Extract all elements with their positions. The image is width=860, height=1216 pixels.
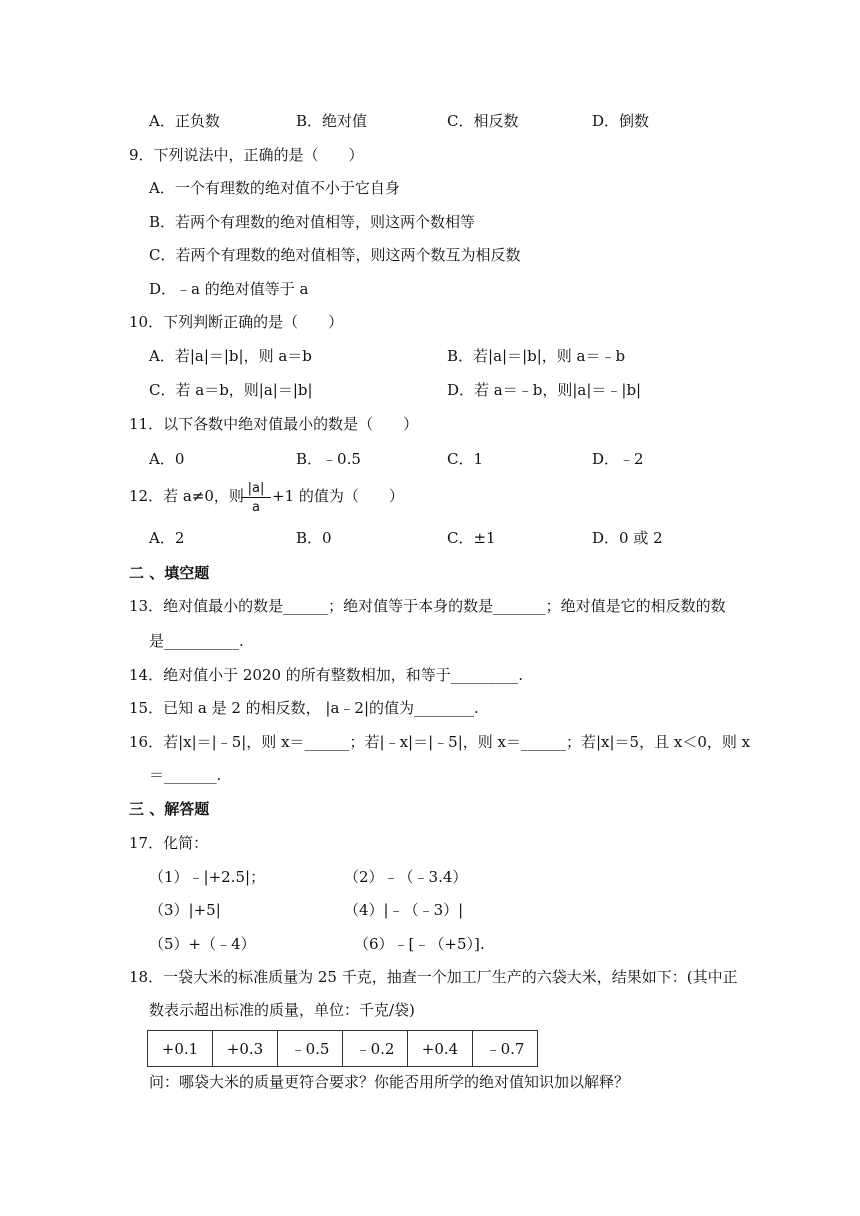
table-cell: +0.4	[408, 1031, 473, 1067]
q11-stem: 11．以下各数中绝对值最小的数是（ ）	[129, 415, 419, 433]
q11-option-d: D．﹣2	[592, 450, 644, 468]
q8-option-b: B．绝对值	[296, 112, 368, 130]
q8-option-d: D．倒数	[592, 112, 650, 130]
q8-option-c: C．相反数	[447, 112, 519, 130]
q17-item-5: （5）+（﹣4）	[149, 935, 256, 953]
q9-option-a: A．一个有理数的绝对值不小于它自身	[149, 179, 400, 197]
q18-line1: 18．一袋大米的标准质量为 25 千克，抽查一个加工厂生产的六袋大米，结果如下：(其中正	[129, 968, 738, 986]
q11-option-a: A．0	[149, 450, 185, 468]
q12-option-c: C．±1	[447, 529, 496, 547]
q9-option-d: D．﹣a 的绝对值等于 a	[149, 280, 309, 298]
q18-line2: 数表示超出标准的质量，单位：千克/袋)	[149, 1001, 415, 1019]
q12-fraction-denominator: a	[252, 500, 260, 515]
q12-option-d: D．0 或 2	[592, 529, 663, 547]
table-row	[148, 1031, 538, 1067]
table-cell: ﹣0.2	[343, 1031, 408, 1067]
section-solve-heading: 三 、解答题	[129, 800, 210, 818]
q17-item-6: （6）﹣[﹣（+5）].	[354, 935, 485, 953]
q9-option-c: C．若两个有理数的绝对值相等，则这两个数互为相反数	[149, 246, 521, 264]
section-fill-blank-heading: 二 、填空题	[129, 564, 210, 582]
q18-data-table	[147, 1030, 538, 1067]
q10-option-d: D．若 a＝﹣b，则|a|＝﹣|b|	[447, 381, 642, 399]
q12-fraction-numerator: |a|	[241, 480, 271, 498]
q12-option-a: A．2	[149, 529, 185, 547]
q15: 15．已知 a 是 2 的相反数， |a﹣2|的值为________.	[129, 699, 479, 717]
q9-option-b: B．若两个有理数的绝对值相等，则这两个数相等	[149, 213, 476, 231]
q13-line2: 是__________.	[149, 632, 244, 650]
q11-option-c: C．1	[447, 450, 484, 468]
q18-question: 问：哪袋大米的质量更符合要求？你能否用所学的绝对值知识加以解释？	[149, 1073, 630, 1091]
q17-item-4: （4）|﹣（﹣3）|	[344, 901, 464, 919]
table-cell: +0.1	[148, 1031, 213, 1067]
table-cell: ﹣0.7	[473, 1031, 538, 1067]
q9-stem: 9．下列说法中，正确的是（ ）	[129, 146, 364, 164]
q10-stem: 10．下列判断正确的是（ ）	[129, 313, 344, 331]
q12-stem-pre: 12．若 a≠0，则	[129, 487, 244, 505]
q13-line1: 13．绝对值最小的数是______；绝对值等于本身的数是_______；绝对值是它的相反数的数	[129, 597, 726, 615]
q11-option-b: B．﹣0.5	[296, 450, 361, 468]
q12-stem-post: +1 的值为（ ）	[272, 487, 404, 505]
table-cell: +0.3	[213, 1031, 278, 1067]
q10-option-c: C．若 a＝b，则|a|＝|b|	[149, 381, 313, 399]
q10-option-a: A．若|a|＝|b|，则 a＝b	[149, 347, 312, 365]
q16-line2: ＝_______.	[149, 766, 222, 784]
q14: 14．绝对值小于 2020 的所有整数相加，和等于_________.	[129, 666, 524, 684]
q16-line1: 16．若|x|＝|﹣5|，则 x＝______；若|﹣x|＝|﹣5|，则 x＝______；若|x|＝5，且 x＜0，则 x	[129, 733, 751, 751]
q12-option-b: B．0	[296, 529, 332, 547]
q10-option-b: B．若|a|＝|b|，则 a＝﹣b	[447, 347, 626, 365]
q17-item-1: （1）﹣|+2.5|；	[149, 868, 266, 886]
q17-item-2: （2）﹣（﹣3.4）	[344, 868, 468, 886]
table-cell: ﹣0.5	[278, 1031, 343, 1067]
q8-option-a: A．正负数	[149, 112, 220, 130]
q17-item-3: （3）|+5|	[149, 901, 221, 919]
q17-stem: 17．化简：	[129, 834, 209, 852]
